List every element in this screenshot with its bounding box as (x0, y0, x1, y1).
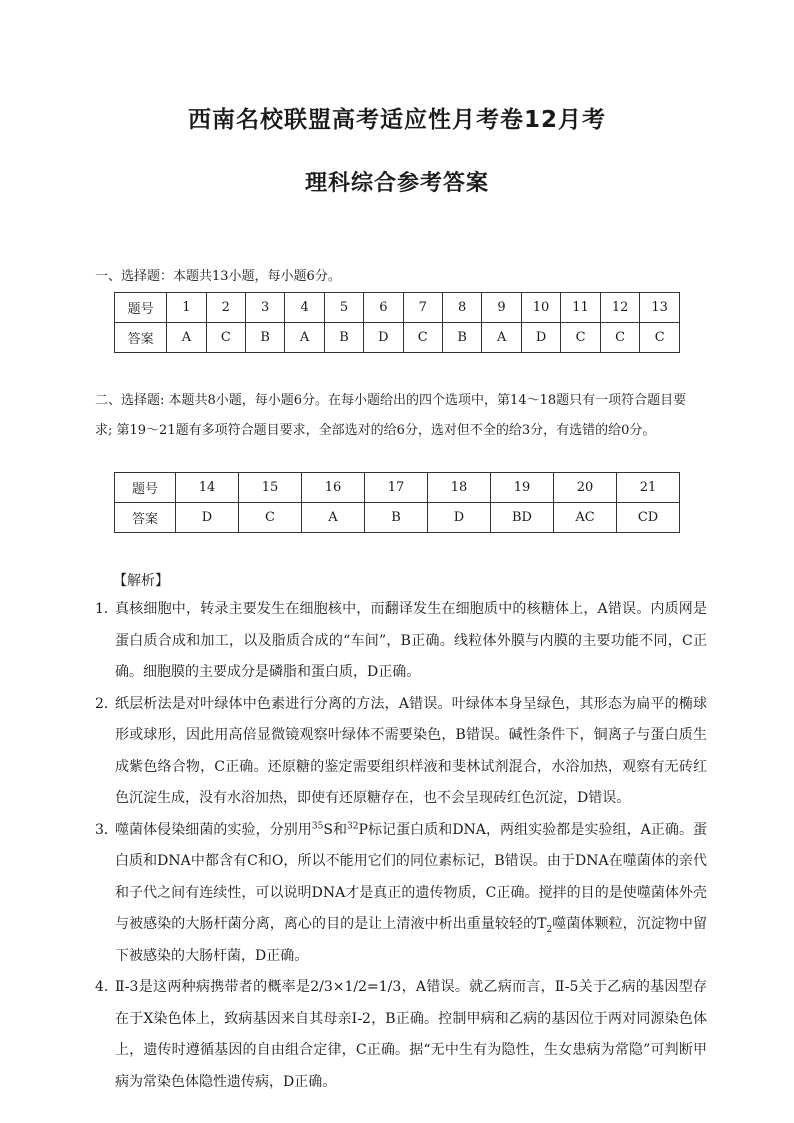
question-number: 14 (176, 473, 239, 503)
answer-cell: C (403, 323, 442, 353)
mass-number: 32 (347, 820, 359, 831)
answer-cell: C (600, 323, 640, 353)
row-label: 题号 (115, 293, 167, 323)
text-run: 噬菌体颗粒，沉淀物中留下被感染的大肠杆菌，D正确。 (115, 916, 708, 964)
list-item (95, 594, 707, 689)
item-text: 真核细胞中，转录主要发生在细胞核中，而翻译发生在细胞质中的核糖体上，A错误。内质网是蛋白质合成和加工，以及脂质合成的“车间”，B正确。线粒体外膜与内膜的主要功能不同，C正确。细胞膜的主要成分是磷脂和蛋白质，D正确。 (115, 601, 707, 680)
table-row (115, 323, 680, 353)
analysis-label: 【解析】 (113, 573, 169, 589)
item-number: 3． (95, 821, 118, 838)
question-number: 19 (491, 473, 554, 503)
answer-cell: D (364, 323, 403, 353)
question-number: 20 (554, 473, 617, 503)
text-run: S和 (323, 821, 348, 838)
row-label: 答案 (115, 503, 176, 533)
question-number: 8 (442, 293, 481, 323)
question-number: 10 (521, 293, 561, 323)
answer-cell: B (324, 323, 363, 353)
question-number: 9 (482, 293, 521, 323)
answer-cell: BD (491, 503, 554, 533)
question-number: 4 (285, 293, 324, 323)
question-number: 21 (617, 473, 680, 503)
answer-cell: B (365, 503, 428, 533)
answer-cell: C (640, 323, 680, 353)
answer-table-1 (114, 292, 680, 353)
answer-cell: D (428, 503, 491, 533)
answer-cell: C (561, 323, 601, 353)
question-number: 5 (324, 293, 363, 323)
mass-number: 35 (311, 820, 324, 831)
item-text: Ⅱ-3是这两种病携带者的概率是2/3×1/2=1/3，A错误。就乙病而言，Ⅱ-5关于乙病的基因型存在于X染色体上，致病基因来自其母亲Ⅰ-2，B正确。控制甲病和乙病的基因位于两对同源染色体上，遗传时遵循基因的自由组合定律，C正确。据“无中生有为隐性，生女患病为常隐”可判断甲病为常染色体隐性遗传病，D正确。 (115, 979, 707, 1090)
answer-cell: A (285, 323, 324, 353)
list-item (95, 972, 707, 1098)
table-row (115, 473, 680, 503)
question-number: 16 (302, 473, 365, 503)
text-run: 噬菌体侵染细菌的实验，分别用 (115, 821, 312, 838)
answer-cell: A (302, 503, 365, 533)
answer-cell: D (176, 503, 239, 533)
item-text: 纸层析法是对叶绿体中色素进行分离的方法，A错误。叶绿体本身呈绿色，其形态为扁平的椭球形或球形，因此用高倍显微镜观察叶绿体不需要染色，B错误。碱性条件下，铜离子与蛋白质生成紫色络合物，C正确。还原糖的鉴定需要组织样液和斐林试剂混合，水浴加热，观察有无砖红色沉淀生成，没有水浴加热，即使有还原糖存在，也不会呈现砖红色沉淀，D错误。 (115, 695, 707, 806)
question-number: 7 (403, 293, 442, 323)
question-number: 6 (364, 293, 403, 323)
row-label: 题号 (115, 473, 176, 503)
question-number: 13 (640, 293, 680, 323)
answer-cell: C (206, 323, 245, 353)
question-number: 3 (246, 293, 285, 323)
page-subtitle: 理科综合参考答案 (304, 171, 489, 196)
item-number: 2． (95, 695, 118, 712)
answer-table-2 (114, 472, 680, 533)
answer-cell: AC (554, 503, 617, 533)
answer-cell: C (239, 503, 302, 533)
answer-cell: B (246, 323, 285, 353)
analysis-list (95, 594, 707, 1098)
question-number: 15 (239, 473, 302, 503)
question-number: 2 (206, 293, 245, 323)
answer-cell: CD (617, 503, 680, 533)
text-run: P标记蛋白质和DNA，两组实验都是实验组，A正确。蛋白质和DNA中都含有C和O，所以不能用它们的同位素标记，B错误。由于DNA在噬菌体的亲代和子代之间有连续性，可以说明DNA才是真正的遗传物质，C正确。搅拌的目的是使噬菌体外壳与被感染的大肠杆菌分离，离心的目的是让上清液中析出重量较轻的T (115, 821, 707, 932)
page-title: 西南名校联盟高考适应性月考卷12月考 (187, 107, 606, 133)
question-number: 1 (167, 293, 206, 323)
question-number: 12 (600, 293, 640, 323)
section2-heading: 二、选择题: 本题共8小题，每小题6分。在每小题给出的四个选项中，第14～18题只有一项符合题目要求; 第19～21题有多项符合题目要求，全部选对的给6分，选对但不全的给3分，有选错的给0分。 (95, 393, 687, 438)
list-item (95, 815, 707, 973)
question-number: 17 (365, 473, 428, 503)
item-number: 4． (95, 979, 118, 995)
table-row (115, 503, 680, 533)
answer-cell: A (482, 323, 521, 353)
question-number: 18 (428, 473, 491, 503)
table-row (115, 293, 680, 323)
list-item (95, 689, 707, 815)
item-text (115, 815, 707, 973)
item-number: 1． (95, 601, 118, 617)
section1-heading: 一、选择题：本题共13小题，每小题6分。 (95, 269, 341, 284)
row-label: 答案 (115, 323, 167, 353)
answer-cell: D (521, 323, 561, 353)
answer-cell: B (442, 323, 481, 353)
subscript: 2 (546, 924, 553, 935)
answer-cell: A (167, 323, 206, 353)
question-number: 11 (561, 293, 601, 323)
